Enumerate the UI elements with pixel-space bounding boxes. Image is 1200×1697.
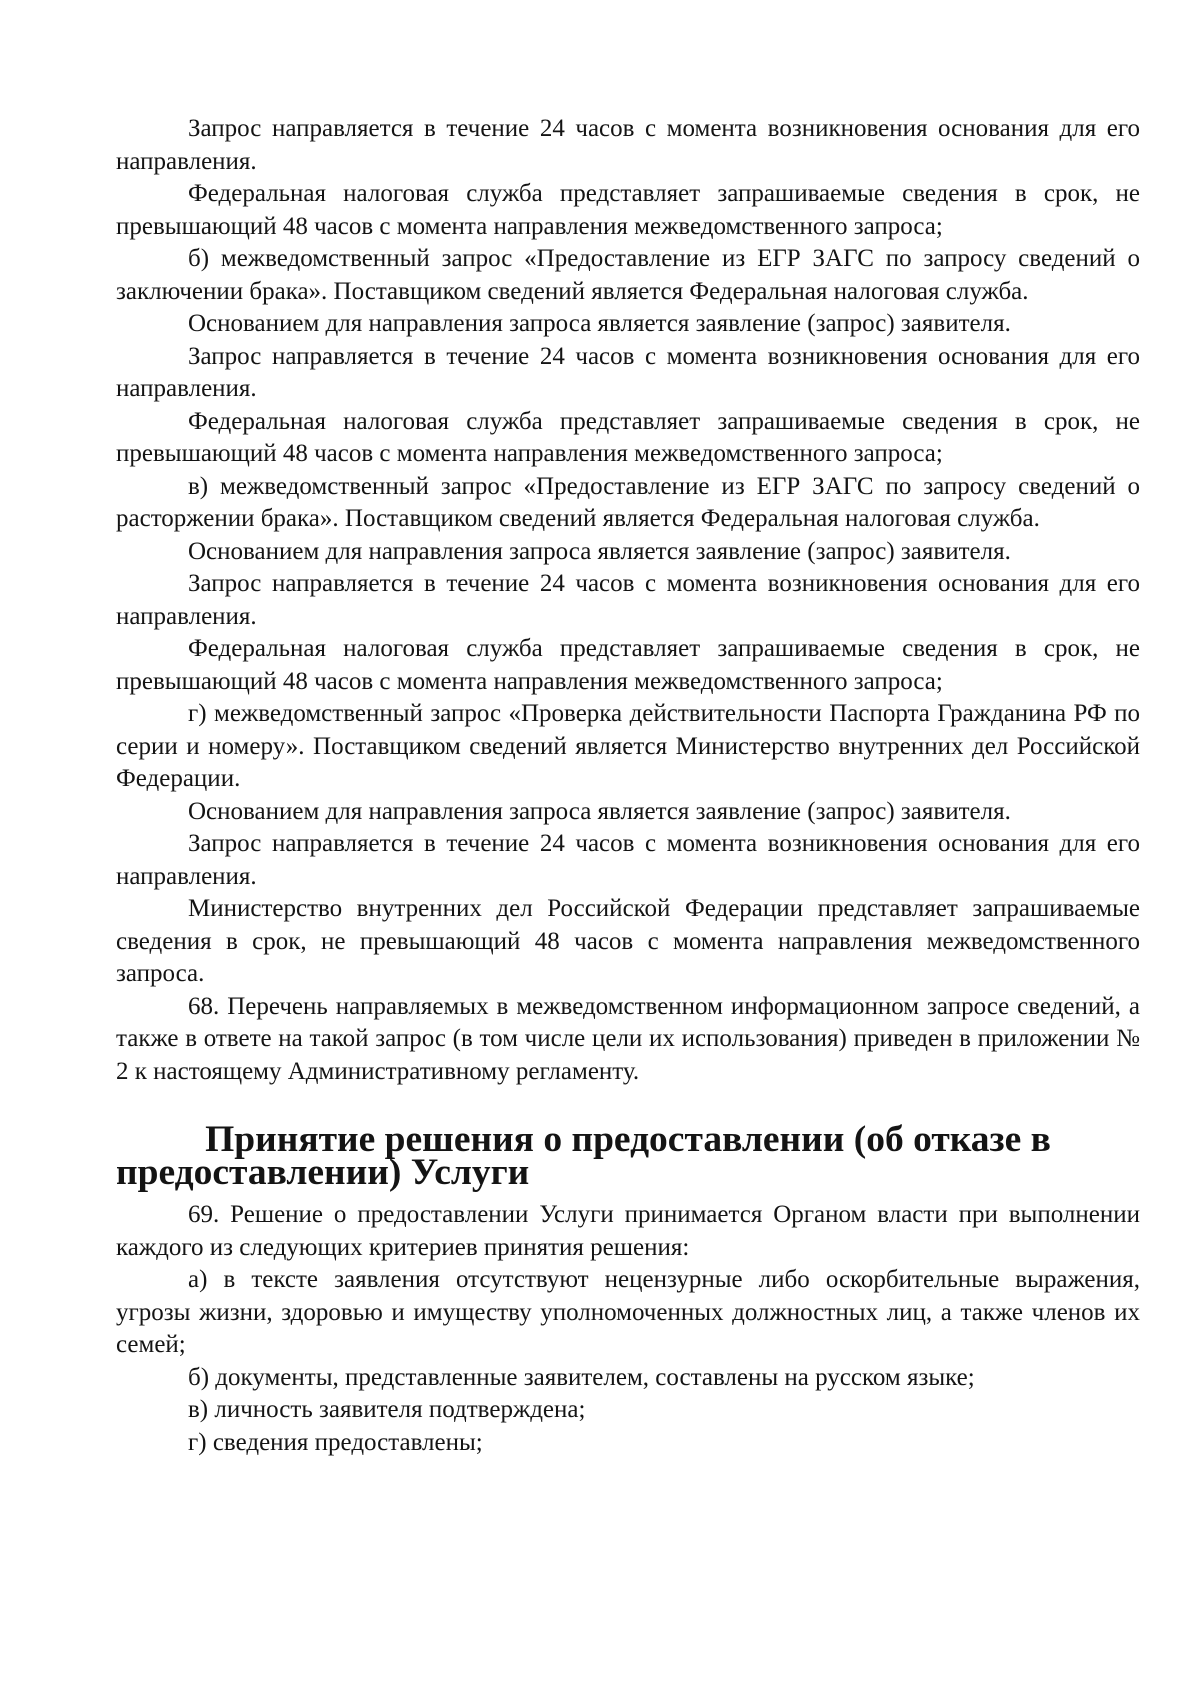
paragraph: Запрос направляется в течение 24 часов с момента возникновения основания для его направления. [116, 115, 1140, 175]
paragraph: в) межведомственный запрос «Предоставление из ЕГР ЗАГС по запросу сведений о расторжении брака». Поставщиком сведений является Федеральная налоговая служба. [116, 472, 1140, 532]
paragraph: б) документы, представленные заявителем, составлены на русском языке; [188, 1363, 975, 1391]
paragraph: Основанием для направления запроса является заявление (запрос) заявителя. [188, 797, 1011, 825]
paragraph: 69. Решение о предоставлении Услуги принимается Органом власти при выполнении каждого из следующих критериев принятия решения: [116, 1201, 1140, 1261]
paragraph: Основанием для направления запроса является заявление (запрос) заявителя. [188, 537, 1011, 565]
paragraph: Запрос направляется в течение 24 часов с момента возникновения основания для его направления. [116, 570, 1140, 630]
body-text-after [116, 1199, 1140, 1459]
paragraph: б) межведомственный запрос «Предоставление из ЕГР ЗАГС по запросу сведений о заключении брака». Поставщиком сведений является Федеральная налоговая служба. [116, 245, 1140, 305]
body-text-before [116, 113, 1140, 1088]
paragraph: в) личность заявителя подтверждена; [188, 1396, 586, 1423]
paragraph: Федеральная налоговая служба представляет запрашиваемые сведения в срок, не превышающий 48 часов с момента направления межведомственного запроса; [116, 635, 1140, 695]
paragraph: Министерство внутренних дел Российской Федерации представляет запрашиваемые сведения в срок, не превышающий 48 часов с момента направления межведомственного запроса. [116, 895, 1140, 987]
paragraph: Основанием для направления запроса является заявление (запрос) заявителя. [188, 310, 1011, 337]
paragraph: г) сведения предоставлены; [188, 1428, 483, 1456]
paragraph: 68. Перечень направляемых в межведомственном информационном запросе сведений, а также в ответе на такой запрос (в том числе цели их использования) приведен в приложении № 2 к настоящему Административному регламенту. [116, 992, 1140, 1085]
section-heading: Принятие решения о предоставлении (об отказе в предоставлении) Услуги [116, 1119, 1051, 1193]
document-page [116, 113, 1140, 1459]
paragraph: Федеральная налоговая служба представляет запрашиваемые сведения в срок, не превышающий 48 часов с момента направления межведомственного запроса; [116, 180, 1140, 240]
paragraph: Запрос направляется в течение 24 часов с момента возникновения основания для его направления. [116, 342, 1140, 402]
paragraph: а) в тексте заявления отсутствуют нецензурные либо оскорбительные выражения, угрозы жизни, здоровью и имуществу уполномоченных должностных лиц, а также членов их семей; [116, 1266, 1140, 1358]
paragraph: г) межведомственный запрос «Проверка действительности Паспорта Гражданина РФ по серии и номеру». Поставщиком сведений является Министерство внутренних дел Российской Федерации. [116, 700, 1140, 792]
paragraph: Федеральная налоговая служба представляет запрашиваемые сведения в срок, не превышающий 48 часов с момента направления межведомственного запроса; [116, 407, 1140, 467]
paragraph: Запрос направляется в течение 24 часов с момента возникновения основания для его направления. [116, 830, 1140, 890]
